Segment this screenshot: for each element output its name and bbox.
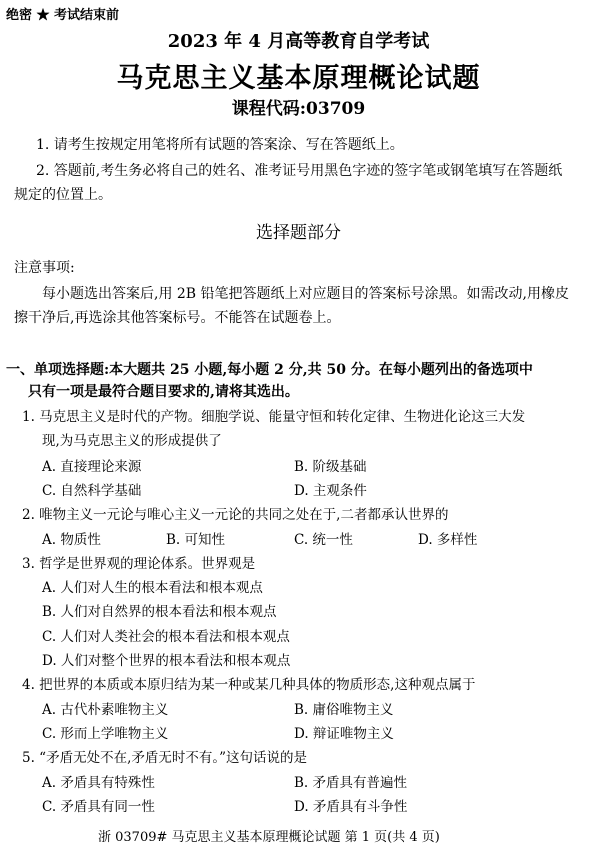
option: A. 人们对人生的根本看法和根本观点 bbox=[42, 580, 263, 596]
confidential-label: 绝密 ★ 考试结束前 bbox=[6, 8, 120, 23]
question-5-stem: 5. “矛盾无处不在,矛盾无时不有。”这句话说的是 bbox=[22, 750, 308, 766]
part-one-heading-line2: 只有一项是最符合题目要求的,请将其选出。 bbox=[28, 384, 299, 400]
question-2-stem: 2. 唯物主义一元论与唯心主义一元论的共同之处在于,二者都承认世界的 bbox=[22, 507, 449, 523]
option: A. 古代朴素唯物主义 bbox=[42, 702, 169, 718]
option: C. 统一性 bbox=[294, 532, 353, 548]
question-4-stem: 4. 把世界的本质或本原归结为某一种或某几种具体的物质形态,这种观点属于 bbox=[22, 677, 476, 693]
instruction-1: 1. 请考生按规定用笔将所有试题的答案涂、写在答题纸上。 bbox=[36, 137, 404, 153]
instruction-2-line2: 规定的位置上。 bbox=[14, 187, 112, 203]
subject-title: 马克思主义基本原理概论试题 bbox=[116, 63, 481, 94]
course-code: 课程代码:03709 bbox=[231, 99, 366, 119]
option: B. 可知性 bbox=[166, 532, 226, 548]
question-3-stem: 3. 哲学是世界观的理论体系。世界观是 bbox=[22, 556, 256, 572]
option: C. 形而上学唯物主义 bbox=[42, 726, 169, 742]
option: D. 辩证唯物主义 bbox=[294, 726, 394, 742]
page-footer: 浙 03709# 马克思主义基本原理概论试题 第 1 页(共 4 页) bbox=[98, 830, 440, 845]
option: A. 物质性 bbox=[42, 532, 101, 548]
notes-line2: 擦干净后,再选涂其他答案标号。不能答在试题卷上。 bbox=[14, 310, 341, 326]
option: D. 矛盾具有斗争性 bbox=[294, 799, 408, 815]
question-1-stem: 1. 马克思主义是时代的产物。细胞学说、能量守恒和转化定律、生物进化论这三大发 bbox=[22, 409, 526, 425]
option: B. 人们对自然界的根本看法和根本观点 bbox=[42, 604, 277, 620]
option: C. 自然科学基础 bbox=[42, 483, 142, 499]
option: A. 直接理论来源 bbox=[42, 459, 142, 475]
question-1-stem-cont: 现,为马克思主义的形成提供了 bbox=[42, 433, 222, 449]
option: D. 主观条件 bbox=[294, 483, 367, 499]
notes-label: 注意事项: bbox=[14, 260, 75, 276]
part-one-heading-line1: 一、单项选择题:本大题共 25 小题,每小题 2 分,共 50 分。在每小题列出的备选项中 bbox=[6, 362, 533, 378]
notes-line1: 每小题选出答案后,用 2B 铅笔把答题纸上对应题目的答案标号涂黑。如需改动,用橡皮 bbox=[42, 286, 569, 302]
option: A. 矛盾具有特殊性 bbox=[42, 775, 155, 791]
option: C. 人们对人类社会的根本看法和根本观点 bbox=[42, 629, 290, 645]
section-title: 选择题部分 bbox=[256, 223, 341, 243]
instruction-2-line1: 2. 答题前,考生务必将自己的姓名、准考证号用黑色字迹的签字笔或钢笔填写在答题纸 bbox=[36, 163, 563, 179]
option: C. 矛盾具有同一性 bbox=[42, 799, 155, 815]
exam-title: 2023 年 4 月高等教育自学考试 bbox=[167, 31, 430, 52]
option: B. 矛盾具有普遍性 bbox=[294, 775, 408, 791]
option: D. 多样性 bbox=[418, 532, 478, 548]
option: D. 人们对整个世界的根本看法和根本观点 bbox=[42, 653, 291, 669]
option: B. 庸俗唯物主义 bbox=[294, 702, 394, 718]
option: B. 阶级基础 bbox=[294, 459, 367, 475]
